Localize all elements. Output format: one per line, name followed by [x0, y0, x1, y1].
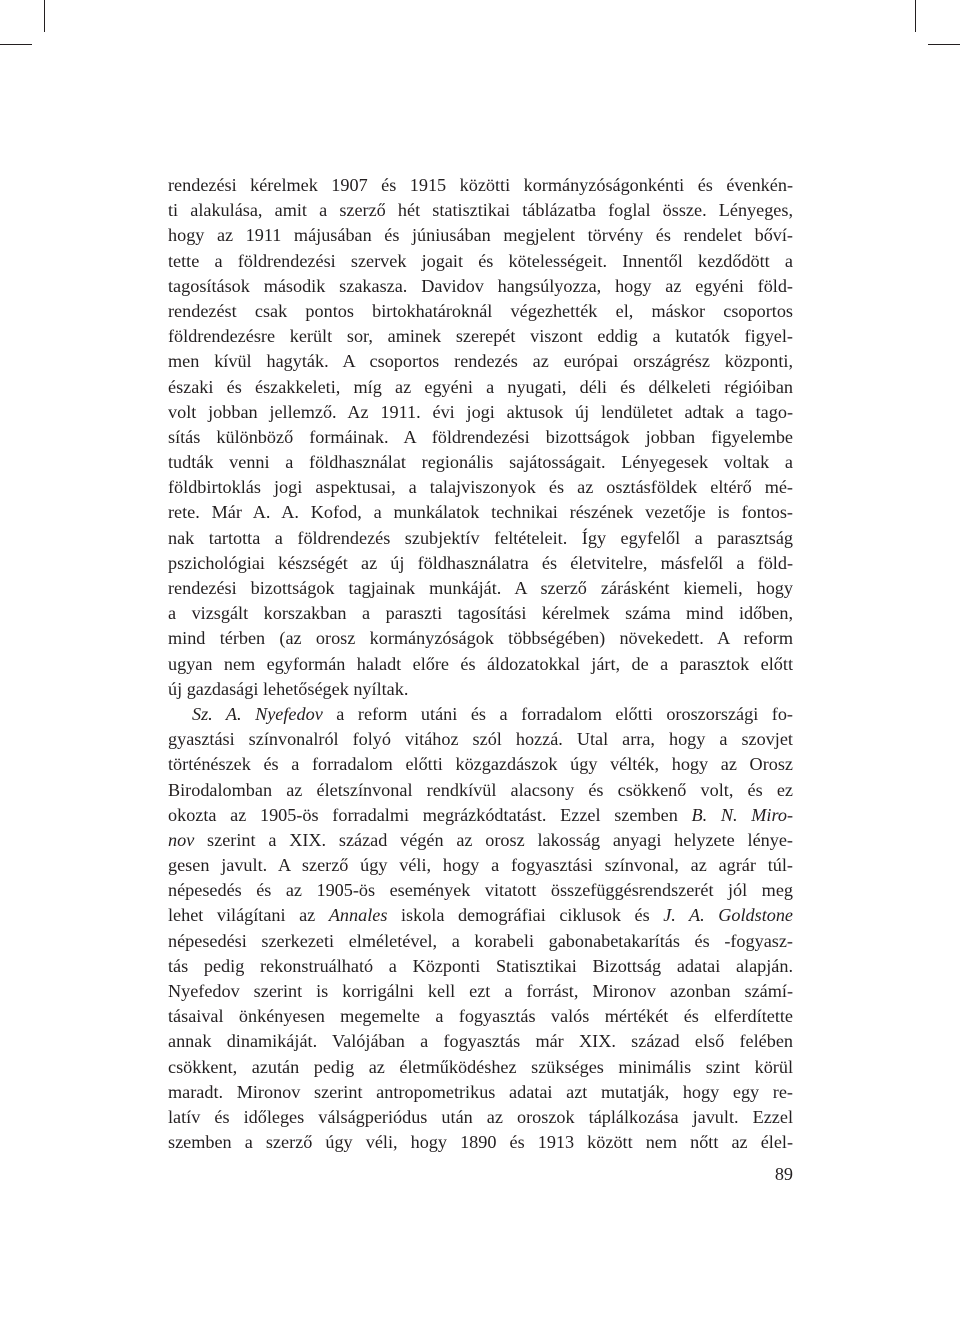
author-name: B. N. Miro-	[691, 804, 793, 825]
text-line: északi és északkeleti, míg az egyéni a nyugati, déli és délkeleti régióiban	[168, 376, 793, 397]
text-line: szemben a szerző úgy véli, hogy 1890 és 1913 között nem nőtt az élel-	[168, 1132, 793, 1153]
text-line: tette a földrendezési szervek jogait és kötelességeit. Innentől kezdődött a	[168, 250, 793, 271]
text-line	[168, 828, 793, 853]
text-line: rendezési kérelmek 1907 és 1915 közötti kormányzóságonkénti és évenkén-	[168, 175, 793, 195]
text-line: népesedés és az 1905-ös események vitatott összefüggésrendszerét jól meg	[168, 880, 793, 901]
text-line: új gazdasági lehetőségek nyíltak.	[168, 678, 409, 699]
page-number: 89	[774, 1164, 793, 1184]
text-line: volt jobban jellemző. Az 1911. évi jogi aktusok új lendületet adtak a tago-	[168, 401, 793, 422]
journal-name: Annales	[328, 905, 388, 926]
text-line: történészek és a forradalom előtti közgazdászok úgy vélték, hogy az Orosz	[168, 754, 793, 775]
text-line	[168, 702, 793, 727]
text-line: men kívül hagyták. A csoportos rendezés az európai országrész központi,	[168, 351, 793, 372]
crop-mark	[0, 44, 32, 45]
text-run: iskola demográfiai ciklusok és	[387, 905, 664, 926]
text-line: rendezést csak pontos birtokhatároknál végezhették el, máskor csoportos	[168, 300, 793, 321]
text-line: maradt. Mironov szerint antropometrikus adatai azt mutatják, hogy egy re-	[168, 1081, 793, 1102]
crop-mark	[915, 0, 916, 32]
text-line	[168, 903, 793, 928]
text-line: tásaival önkényesen megemelte a fogyasztás valós mértékét és elferdítette	[168, 1006, 793, 1027]
author-name: J. A. Goldstone	[663, 905, 794, 926]
text-line: ugyan nem egyformán haladt előre és áldozatokkal járt, de a parasztok előtt	[168, 653, 793, 674]
text-line: földbirtoklás jogi aspektusai, a talajviszonyok és az osztásföldek eltérő mé-	[168, 477, 793, 498]
text-run: a reform utáni és a forradalom előtti oroszországi fo-	[322, 703, 793, 724]
text-line: rete. Már A. A. Kofod, a munkálatok technikai részének vezetője is fontos-	[168, 502, 793, 523]
text-line: rendezési bizottságok tagjainak munkáját. A szerző zárásként kiemeli, hogy	[168, 578, 793, 598]
text-line: gesen javult. A szerző úgy véli, hogy a fogyasztási színvonal, az agrár túl-	[168, 855, 793, 876]
text-line: földrendezésre került sor, aminek szerepét viszont eddig a kutatók figyel-	[168, 326, 793, 347]
text-line: tás pedig rekonstruálható a Központi Statisztikai Bizottság adatai alapján.	[168, 955, 793, 976]
text-line: ti alakulása, amit a szerző hét statisztikai táblázatba foglal össze. Lényeges,	[168, 200, 793, 221]
text-line: népesedési szerkezeti elméletével, a korabeli gabonabetakarítás és -fogyasz-	[168, 930, 793, 951]
body-text	[168, 173, 793, 1155]
author-name: nov	[168, 829, 195, 850]
text-line: nak tartotta a földrendezés szubjektív feltételeit. Így egyfelől a parasztság	[168, 527, 793, 548]
text-line: sítás különböző formáinak. A földrendezési bizottságok jobban figyelembe	[168, 426, 793, 447]
text-line: a vizsgált korszakban a paraszti tagosítási kérelmek száma mind időben,	[168, 603, 793, 624]
author-name: Sz. A. Nyefedov	[192, 703, 323, 724]
crop-mark	[928, 44, 960, 45]
text-line: tagosítások második szakasza. Davidov hangsúlyozza, hogy az egyéni föld-	[168, 275, 793, 296]
text-run: lehet világítani az	[168, 905, 329, 926]
text-line: gyasztási színvonalról folyó vitához szól hozzá. Utal arra, hogy a szovjet	[168, 729, 793, 750]
text-line: Birodalomban az életszínvonal rendkívül alacsony és csökkenő volt, és ez	[168, 779, 793, 800]
text-line: Nyefedov szerint is korrigálni kell ezt a forrást, Mironov azonban számí-	[168, 981, 793, 1001]
text-line	[168, 803, 793, 828]
text-run: szerint a XIX. század végén az orosz lakosság anyagi helyzete lénye-	[194, 829, 793, 850]
text-line: latív és időleges válságperiódus után az oroszok táplálkozása javult. Ezzel	[168, 1106, 793, 1127]
text-run: okozta az 1905-ös forradalmi megrázkódtatást. Ezzel szemben	[168, 804, 692, 825]
text-line: hogy az 1911 májusában és júniusában megjelent törvény és rendelet bőví-	[168, 225, 793, 246]
text-line: mind térben (az orosz kormányzóságok többségében) növekedett. A reform	[168, 628, 793, 649]
crop-mark	[44, 0, 45, 32]
text-line: tudták venni a földhasználat regionális sajátosságait. Lényegesek voltak a	[168, 452, 793, 473]
text-line: pszichológiai készségét az új földhasználatra és életvitelre, másfelől a föld-	[168, 552, 793, 573]
text-line: annak dinamikáját. Valójában a fogyasztás már XIX. század első felében	[168, 1031, 793, 1052]
text-line: csökkent, azután pedig az életműködéshez szükséges minimális szint körül	[168, 1056, 793, 1077]
